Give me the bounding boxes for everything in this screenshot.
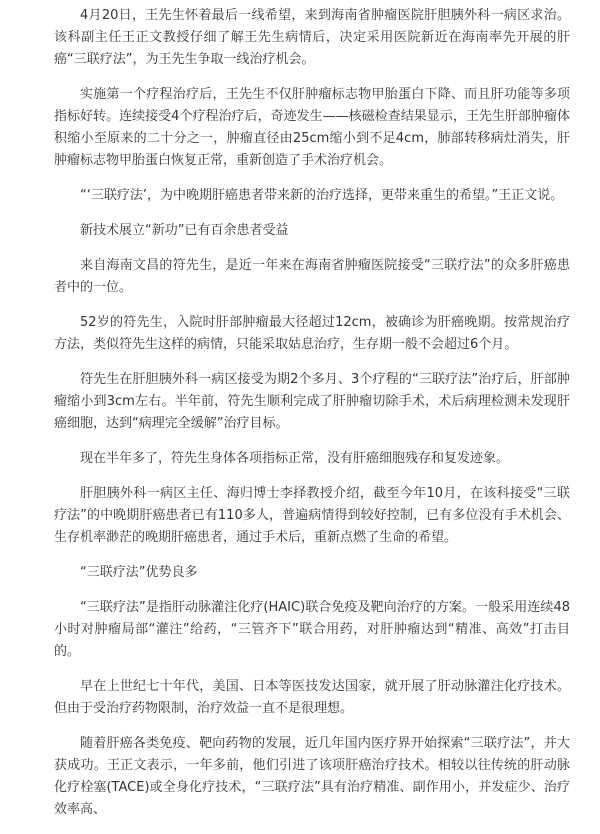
- article-paragraph: 实施第一个疗程治疗后，王先生不仅肝肿瘤标志物甲胎蛋白下降、而且肝功能等多项指标好转。连续接受4个疗程治疗后，奇迹发生——核磁检查结果显示，王先生肝部肿瘤体积缩小至原来的二十分之一，肿瘤直径由25cm缩小到不足4cm，肺部转移病灶消失，肝肿瘤标志物甲胎蛋白恢复正常，重新创造了手术治疗机会。: [54, 87, 570, 168]
- article-paragraph: “‘三联疗法’，为中晚期肝癌患者带来新的治疗选择，更带来重生的希望。”王正文说。: [80, 188, 564, 203]
- article-paragraph: “三联疗法”是指肝动脉灌注化疗(HAIC)联合免疫及靶向治疗的方案。一般采用连续48小时对肿瘤局部“灌注”给药，“三管齐下”联合用药，对肝肿瘤达到“精准、高效”打击目的。: [54, 600, 570, 659]
- article-paragraph: 随着肝癌各类免疫、靶向药物的发展，近几年国内医疗界开始探索“三联疗法”，并大获成功。王正文表示，一年多前，他们引进了该项肝癌治疗技术。相较以往传统的肝动脉化疗栓塞(TACE)或全身化疗技术，“三联疗法”具有治疗精准、副作用小，并发症少、治疗效率高、: [54, 736, 570, 817]
- article-paragraph: 现在半年多了，符先生身体各项指标正常，没有肝癌细胞残存和复发迹象。: [80, 451, 510, 466]
- article-paragraph: 肝胆胰外科一病区主任、海归博士李择教授介绍，截至今年10月，在该科接受“三联疗法”的中晚期肝癌患者已有110多人，普遍病情得到较好控制，已有多位没有手术机会、生存机率渺茫的晚期肝癌患者，通过手术后，重新点燃了生命的希望。: [54, 486, 570, 545]
- article-paragraph: 来自海南文昌的符先生，是近一年来在海南省肿瘤医院接受“三联疗法”的众多肝癌患者中的一位。: [54, 258, 570, 295]
- article-paragraph: 4月20日，王先生怀着最后一线希望，来到海南省肿瘤医院肝胆胰外科一病区求治。该科副主任王正文教授仔细了解王先生病情后，决定采用医院新近在海南率先开展的肝癌“三联疗法”，为王先生争取一线治疗机会。: [54, 8, 570, 67]
- section-subheading: 新技术展立“新功”已有百余患者受益: [80, 223, 289, 238]
- section-subheading: “三联疗法”优势良多: [80, 565, 198, 580]
- article-paragraph: 符先生在肝胆胰外科一病区接受为期2个多月、3个疗程的“三联疗法”治疗后，肝部肿瘤缩小到3cm左右。半年前，符先生顺利完成了肝肿瘤切除手术，术后病理检测未发现肝癌细胞，达到“病理完全缓解”治疗目标。: [54, 372, 570, 431]
- article-paragraph: 52岁的符先生，入院时肝部肿瘤最大径超过12cm，被确诊为肝癌晚期。按常规治疗方法，类似符先生这样的病情，只能采取姑息治疗，生存期一般不会超过6个月。: [54, 315, 570, 352]
- article-paragraph: 早在上世纪七十年代，美国、日本等医技发达国家，就开展了肝动脉灌注化疗技术。但由于受治疗药物限制，治疗效益一直不是很理想。: [54, 679, 570, 716]
